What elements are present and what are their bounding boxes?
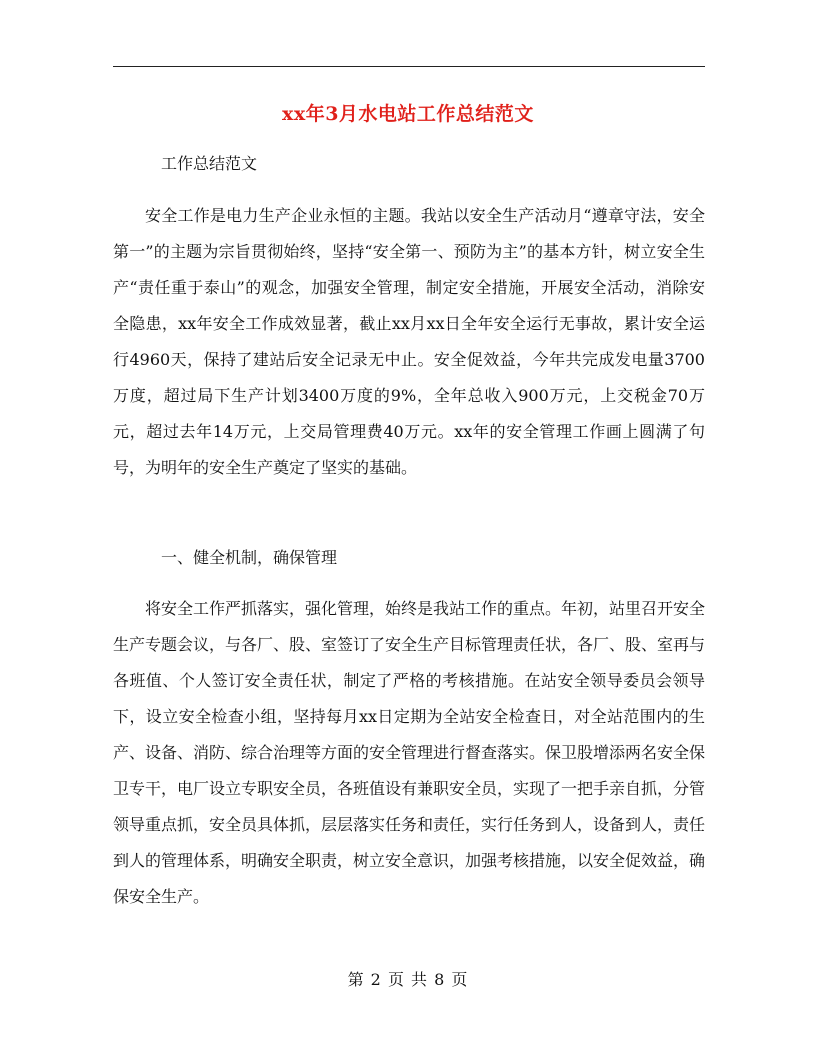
document-subtitle: 工作总结范文: [161, 154, 258, 173]
body-paragraph-1: 安全工作是电力生产企业永恒的主题。我站以安全生产活动月“遵章守法，安全第一”的主题为宗旨贯彻始终，坚持“安全第一、预防为主”的基本方针，树立安全生产“责任重于泰山”的观念，加强安全管理，制定安全措施，开展安全活动，消除安全隐患，xx年安全工作成效显著，截止xx月xx日全年安全运行无事故，累计安全运行4960天，保持了建站后安全记录无中止。安全促效益，今年共完成发电量3700万度，超过局下生产计划3400万度的9%，全年总收入900万元，上交税金70万元，超过去年14万元，上交局管理费40万元。xx年的安全管理工作画上圆满了句号，为明年的安全生产奠定了坚实的基础。: [113, 206, 705, 477]
page-footer: 第 2 页 共 8 页: [347, 970, 469, 989]
header-rule: [113, 66, 705, 67]
document-title: xx年3月水电站工作总结范文: [282, 103, 534, 125]
body-paragraph-2: 将安全工作严抓落实，强化管理，始终是我站工作的重点。年初，站里召开安全生产专题会议，与各厂、股、室签订了安全生产目标管理责任状，各厂、股、室再与各班值、个人签订安全责任状，制定了严格的考核措施。在站安全领导委员会领导下，设立安全检查小组，坚持每月xx日定期为全站安全检查日，对全站范围内的生产、设备、消防、综合治理等方面的安全管理进行督查落实。保卫股增添两名安全保卫专干，电厂设立专职安全员，各班值设有兼职安全员，实现了一把手亲自抓，分管领导重点抓，安全员具体抓，层层落实任务和责任，实行任务到人，设备到人，责任到人的管理体系，明确安全职责，树立安全意识，加强考核措施，以安全促效益，确保安全生产。: [113, 599, 706, 906]
section-heading-1: 一、健全机制，确保管理: [161, 548, 338, 567]
